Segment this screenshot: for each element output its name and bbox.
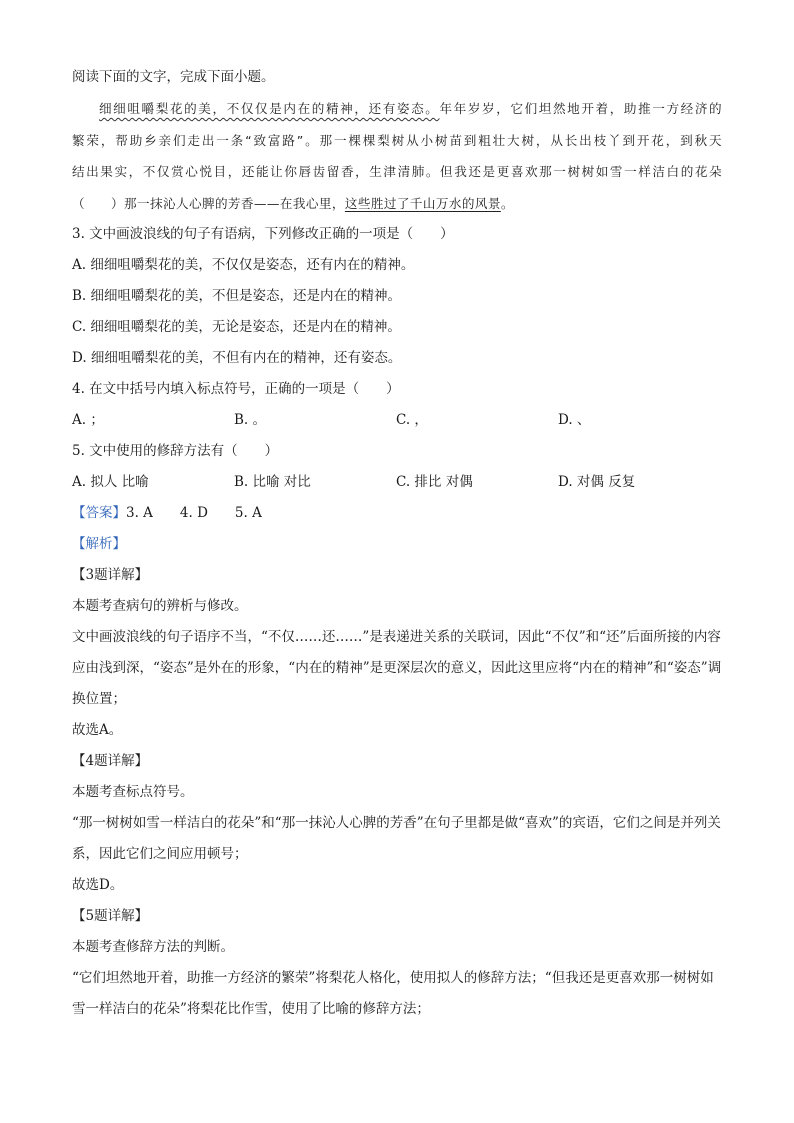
question-4-option-c: C. ，	[396, 412, 428, 428]
passage-line-1	[72, 93, 722, 125]
question-4-options	[72, 405, 722, 436]
wavy-underlined-sentence: 细细咀嚼梨花的美，不仅仅是内在的精神，还有姿态。	[99, 101, 440, 116]
answer-text: 3. A 4. D 5. A	[126, 505, 262, 521]
question-4-option-a: A. ；	[72, 412, 104, 428]
question-5-option-a: A. 拟人 比喻	[72, 474, 149, 490]
answer-label: 【答案】	[72, 505, 126, 521]
detail-3-conclusion: 故选A。	[72, 722, 123, 738]
passage-line-2: 繁荣，帮助乡亲们走出一条“致富路”。那一棵棵梨树从小树苗到粗壮大树，从长出枝丫到开花，到秋天	[72, 132, 722, 148]
question-3-option-c: C. 细细咀嚼梨花的美，无论是姿态，还是内在的精神。	[72, 319, 401, 335]
detail-3-topic: 本题考查病句的辨析与修改。	[72, 598, 248, 614]
question-3-option-d: D. 细细咀嚼梨花的美，不但有内在的精神，还有姿态。	[72, 350, 402, 366]
question-5-option-d: D. 对偶 反复	[558, 474, 636, 490]
question-3-stem: 3. 文中画波浪线的句子有语病，下列修改正确的一项是（ ）	[72, 226, 454, 242]
question-5-options	[72, 467, 722, 498]
detail-4-topic: 本题考查标点符号。	[72, 784, 194, 800]
document-page	[72, 62, 722, 1025]
passage-line-3: 结出果实，不仅赏心悦目，还能让你唇齿留香，生津清肺。但我还是更喜欢那一树树如雪一样洁白的花朵	[72, 164, 722, 179]
question-4-option-d: D. 、	[558, 412, 591, 428]
detail-4-title: 【4题详解】	[72, 753, 149, 769]
detail-4-body: “那一树树如雪一样洁白的花朵”和“那一抹沁人心脾的芳香”在句子里都是做“喜欢”的宾语，它们之间是并列关系，因此它们之间应用顿号；	[72, 815, 721, 862]
question-4-option-b: B. 。	[234, 412, 267, 428]
question-5-option-b: B. 比喻 对比	[234, 474, 311, 490]
detail-3-body: 文中画波浪线的句子语序不当，“不仅……还……”是表递进关系的关联词，因此“不仅”和“还”后面所接的内容应由浅到深，“姿态”是外在的形象，“内在的精神”是更深层次的意义，因此这里应将“内在的精神”和“姿态”调换位置；	[72, 629, 722, 707]
passage-line-4	[72, 188, 722, 220]
instruction: 阅读下面的文字，完成下面小题。	[72, 69, 275, 85]
question-4-stem: 4. 在文中括号内填入标点符号，正确的一项是（ ）	[72, 381, 400, 397]
question-5-option-c: C. 排比 对偶	[396, 474, 473, 490]
detail-5-topic: 本题考查修辞方法的判断。	[72, 939, 234, 955]
detail-3-title: 【3题详解】	[72, 567, 149, 583]
question-5-stem: 5. 文中使用的修辞方法有（ ）	[72, 443, 279, 459]
passage-line-4-end: 。	[500, 195, 514, 211]
answer-line	[72, 498, 722, 529]
detail-5-body: “它们坦然地开着，助推一方经济的繁荣”将梨花人格化，使用拟人的修辞方法；“但我还是更喜欢那一树树如雪一样洁白的花朵”将梨花比作雪，使用了比喻的修辞方法；	[72, 970, 714, 1017]
passage-line-4-mid: 那一抹沁人心脾的芳香——在我心里，	[123, 195, 345, 211]
underlined-phrase: 这些胜过了千山万水的风景	[344, 195, 501, 211]
question-3-option-a: A. 细细咀嚼梨花的美，不仅仅是姿态，还有内在的精神。	[72, 257, 415, 273]
detail-5-title: 【5题详解】	[72, 908, 149, 924]
analysis-label: 【解析】	[72, 536, 126, 552]
detail-4-conclusion: 故选D。	[72, 877, 124, 893]
punctuation-blank: （ ）	[72, 195, 124, 211]
question-3-option-b: B. 细细咀嚼梨花的美，不但是姿态，还是内在的精神。	[72, 288, 402, 304]
passage-line-1-rest: 年年岁岁，它们坦然地开着，助推一方经济的	[439, 101, 722, 116]
